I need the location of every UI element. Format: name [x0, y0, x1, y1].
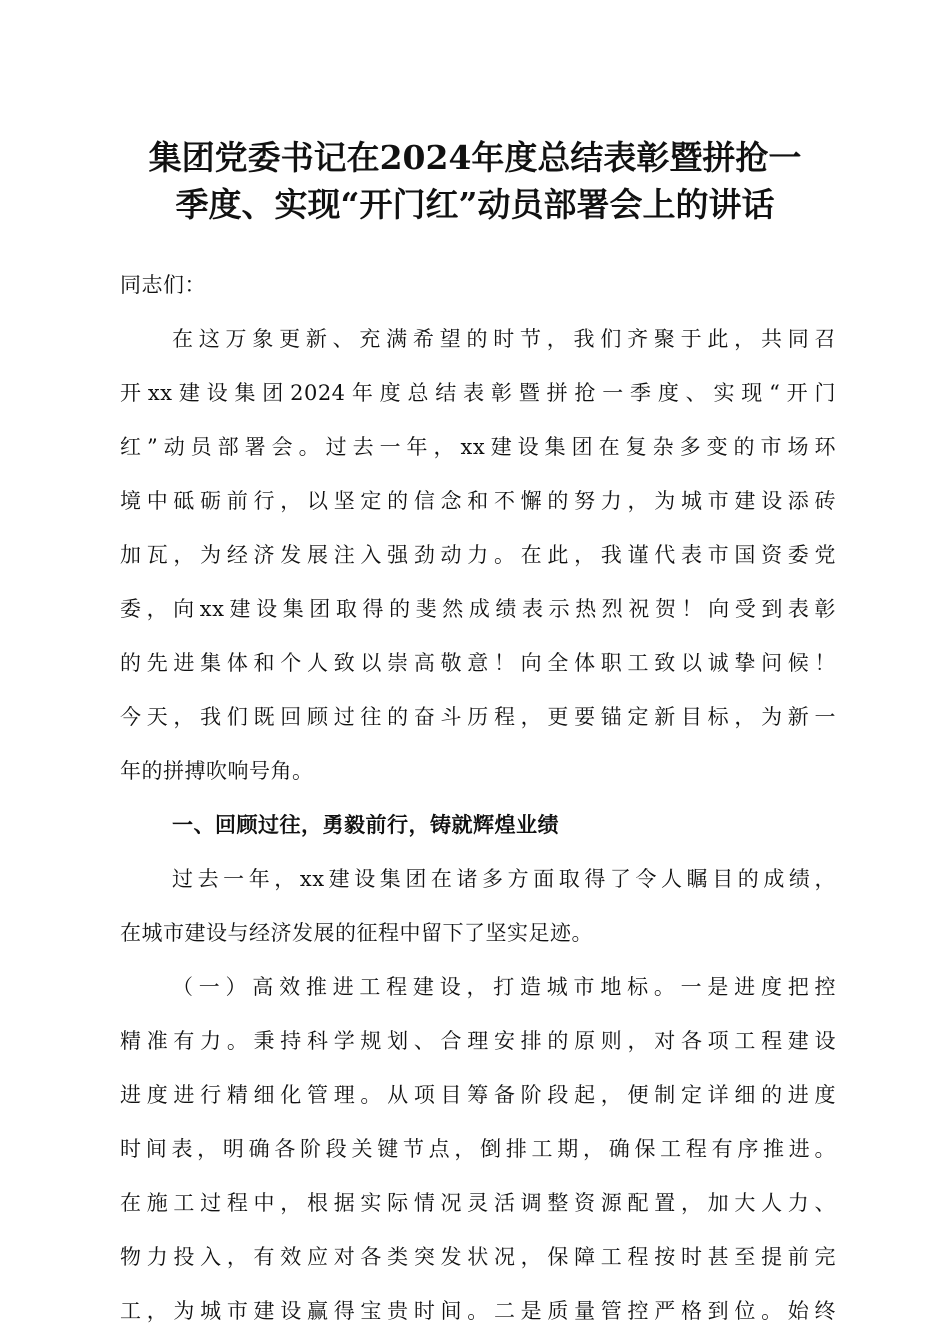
paragraph-3-line: （一）高效推进工程建设，打造城市地标。一是进度把控: [172, 975, 836, 999]
paragraph-1-line: 的先进集体和个人致以崇高敬意！向全体职工致以诚挚问候！: [120, 651, 836, 675]
paragraph-3-line: 工，为城市建设赢得宝贵时间。二是质量管控严格到位。始终: [120, 1299, 836, 1323]
paragraph-1-line: 开xx建设集团2024年度总结表彰暨拼抢一季度、实现“开门: [120, 381, 836, 405]
document-title-line-2: 季度、实现“开门红”动员部署会上的讲话: [175, 185, 775, 224]
document-title-line-1: 集团党委书记在2024年度总结表彰暨拼抢一: [148, 138, 802, 177]
paragraph-2-line: 过去一年，xx建设集团在诸多方面取得了令人瞩目的成绩，: [172, 867, 836, 891]
paragraph-1-line: 委，向xx建设集团取得的斐然成绩表示热烈祝贺！向受到表彰: [120, 597, 836, 621]
paragraph-2-line: 在城市建设与经济发展的征程中留下了坚实足迹。: [120, 921, 593, 945]
paragraph-3-line: 在施工过程中，根据实际情况灵活调整资源配置，加大人力、: [120, 1191, 836, 1215]
paragraph-3-line: 进度进行精细化管理。从项目筹备阶段起，便制定详细的进度: [120, 1083, 836, 1107]
document-body: [120, 258, 836, 1338]
salutation: 同志们：: [120, 273, 206, 297]
paragraph-1-line: 今天，我们既回顾过往的奋斗历程，更要锚定新目标，为新一: [120, 705, 836, 729]
paragraph-1-line: 在这万象更新、充满希望的时节，我们齐聚于此，共同召: [172, 327, 836, 351]
paragraph-1-line: 境中砥砺前行，以坚定的信念和不懈的努力，为城市建设添砖: [120, 489, 836, 513]
paragraph-1-line: 加瓦，为经济发展注入强劲动力。在此，我谨代表市国资委党: [120, 543, 836, 567]
paragraph-3-line: 物力投入，有效应对各类突发状况，保障工程按时甚至提前完: [120, 1245, 836, 1269]
paragraph-3-line: 精准有力。秉持科学规划、合理安排的原则，对各项工程建设: [120, 1029, 836, 1053]
paragraph-1-line: 年的拼搏吹响号角。: [120, 759, 314, 783]
section-heading-1: 一、回顾过往，勇毅前行，铸就辉煌业绩: [172, 813, 559, 837]
paragraph-3-line: 时间表，明确各阶段关键节点，倒排工期，确保工程有序推进。: [120, 1137, 836, 1161]
paragraph-1-line: 红”动员部署会。过去一年，xx建设集团在复杂多变的市场环: [120, 435, 836, 459]
